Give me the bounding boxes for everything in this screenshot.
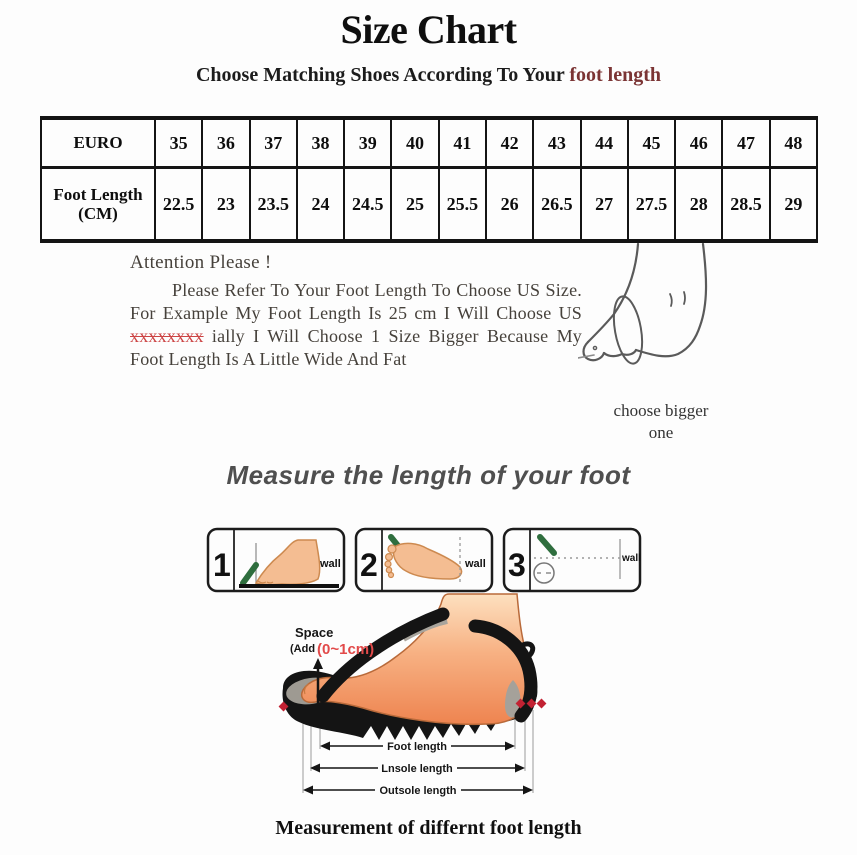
toe-2 — [386, 554, 393, 561]
outsole-length-label: Outsole length — [379, 785, 457, 797]
attention-text-before: Please Refer To Your Foot Length To Choose US Size. For Example My Foot Length Is 25 cm I Will Choose US — [130, 280, 582, 323]
foot-length-cell: 24.5 — [344, 168, 391, 242]
table-row-euro — [41, 118, 817, 168]
step-panel-2 — [354, 527, 494, 593]
foot-length-cell: 28 — [675, 168, 722, 242]
wall-label: wall — [320, 558, 341, 570]
euro-size-cell: 45 — [628, 118, 675, 168]
space-add-label: (Add — [290, 643, 316, 655]
toe-5 — [389, 573, 394, 578]
attention-paragraph — [130, 279, 582, 371]
attention-block — [130, 252, 582, 371]
measure-heading: Measure the length of your foot — [226, 460, 631, 490]
toe-nail-dot — [593, 346, 596, 349]
table-row-foot-length — [41, 168, 817, 242]
size-table — [40, 116, 818, 243]
toe-3 — [385, 561, 391, 567]
insole-length-label: Lnsole length — [381, 763, 453, 775]
toe-4 — [386, 567, 391, 572]
foot-length-cell: 28.5 — [722, 168, 769, 242]
arrow-head-right — [505, 742, 515, 751]
bottom-caption: Measurement of differnt foot length — [275, 817, 582, 839]
subtitle — [0, 64, 857, 87]
arrow-head-left — [303, 786, 313, 795]
foot-length-cell: 22.5 — [155, 168, 202, 242]
toe-1 — [388, 545, 396, 553]
foot-length-cell: 27.5 — [628, 168, 675, 242]
euro-size-cell: 47 — [722, 118, 769, 168]
euro-size-cell: 44 — [581, 118, 628, 168]
page-title: Size Chart — [340, 7, 517, 52]
euro-size-cell: 38 — [297, 118, 344, 168]
subtitle-text: Choose Matching Shoes According To Your — [195, 64, 570, 86]
foot-length-cell: 26.5 — [533, 168, 580, 242]
foot-tape-illustration — [578, 242, 743, 397]
euro-size-cell: 37 — [250, 118, 297, 168]
foot-length-cell: 26 — [486, 168, 533, 242]
foot-length-cell: 27 — [581, 168, 628, 242]
step-number: 3 — [508, 547, 526, 583]
space-range-label: (0~1cm) — [317, 641, 375, 658]
subtitle-highlight: foot length — [569, 64, 662, 86]
arrow-head-right — [523, 786, 533, 795]
euro-size-cell: 42 — [486, 118, 533, 168]
step-panel-3 — [502, 527, 642, 593]
foot-length-cell: 24 — [297, 168, 344, 242]
attention-text-after: ially I Will Choose 1 Size Bigger Because My Foot Length Is A Little Wide And Fat — [130, 326, 582, 369]
ankle-mark-right — [684, 292, 685, 304]
redacted-text: xxxxxxxx — [130, 326, 204, 346]
euro-size-cell: 35 — [155, 118, 202, 168]
foot-length-cell: 25.5 — [439, 168, 486, 242]
euro-size-cell: 46 — [675, 118, 722, 168]
foot-length-cell: 23.5 — [250, 168, 297, 242]
attention-heading: Attention Please ! — [130, 252, 272, 273]
euro-size-cell: 41 — [439, 118, 486, 168]
foot-length-cell: 25 — [391, 168, 438, 242]
euro-size-cell: 36 — [202, 118, 249, 168]
foot-front-leg-line — [588, 244, 638, 342]
euro-header-cell: EURO — [41, 118, 155, 168]
euro-size-cell: 39 — [344, 118, 391, 168]
euro-size-cell: 40 — [391, 118, 438, 168]
measure-steps — [206, 527, 642, 593]
ankle-mark-left — [670, 294, 672, 306]
wall-label: wall — [465, 558, 486, 570]
foot-length-header-cell: Foot Length (CM) — [41, 168, 155, 242]
arrow-head-right — [515, 764, 525, 773]
space-label: Space — [295, 625, 334, 640]
step-number: 2 — [360, 547, 378, 583]
step-number: 1 — [213, 547, 231, 583]
foot-length-cell: 23 — [202, 168, 249, 242]
foot-length-cell: 29 — [770, 168, 817, 242]
euro-size-cell: 48 — [770, 118, 817, 168]
big-toe-line — [584, 342, 605, 360]
wall-label: wall — [622, 553, 641, 564]
arrow-head-left — [320, 742, 330, 751]
foot-length-label: Foot length — [387, 741, 447, 753]
space-arrow-head — [313, 658, 323, 669]
euro-size-cell: 43 — [533, 118, 580, 168]
foot-in-shoe-diagram — [275, 588, 620, 816]
step-panel-1 — [206, 527, 346, 593]
choose-bigger-note: choose bigger one — [613, 401, 709, 443]
